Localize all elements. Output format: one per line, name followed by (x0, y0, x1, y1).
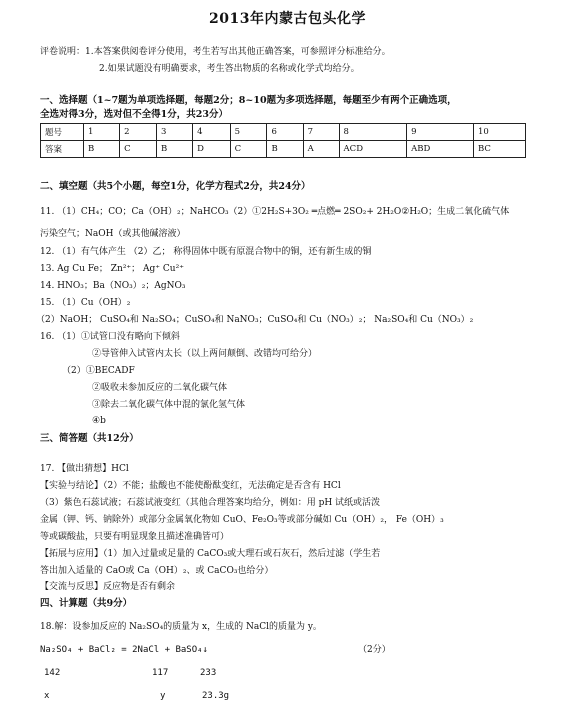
section-1-heading-1: 一、选择题（1~7题为单项选择题，每题2分；8~10题为多项选择题，每题至少有两个正确选项， (40, 95, 457, 106)
question-number: 3 (156, 124, 192, 141)
question-number: 10 (473, 124, 525, 141)
q15-line-2: （2）NaOH； CuSO₄和 Na₂SO₄；CuSO₄和 NaNO₃；CuSO₄和 Cu（NO₃）₂； Na₂SO₄和 Cu（NO₃）₂ (36, 315, 474, 325)
q15-line-1: 15. （1）Cu（OH）₂ (40, 298, 131, 308)
answer-cell: ACD (339, 141, 407, 158)
reaction-equation: Na₂SO₄ + BaCl₂ = 2NaCl + BaSO₄↓ (40, 645, 208, 655)
q14-line: 14. HNO₃；Ba（NO₃）₂；AgNO₃ (40, 281, 186, 291)
q17-line-8: 【交流与反思】反应物是否有剩余 (40, 582, 176, 592)
molar-mass-na2so4: 142 (44, 668, 61, 678)
variable-y: y (160, 691, 166, 701)
answer-cell: C (230, 141, 267, 158)
answer-cell: B (84, 141, 120, 158)
q18-line: 18.解：设参加反应的 Na₂SO₄的质量为 x，生成的 NaCl的质量为 y。 (40, 622, 322, 632)
answer-cell: A (303, 141, 339, 158)
question-number: 4 (193, 124, 231, 141)
molar-mass-nacl: 117 (152, 668, 169, 678)
table-row (41, 141, 526, 158)
q16-line-1: 16. （1）①试管口没有略向下倾斜 (40, 332, 180, 342)
q17-line-4: 金属（钾、钙、钠除外）或部分金属氧化物如 CuO、Fe₂O₃等或部分碱如 Cu（OH）₂， Fe（OH）₃ (40, 515, 444, 525)
answer-cell: BC (473, 141, 525, 158)
answer-cell: D (193, 141, 231, 158)
section-1-heading-2: 全选对得3分，选对但不全得1分，共23分） (40, 109, 228, 120)
q17-line-7: 答出加入适量的 CaO或 Ca（OH）₂、或 CaCO₃也给分） (40, 566, 274, 576)
question-number: 6 (267, 124, 303, 141)
question-number: 1 (84, 124, 120, 141)
answer-cell: B (156, 141, 192, 158)
section-3-heading: 三、简答题（共12分） (40, 433, 139, 444)
grading-note-2: 2.如果试题没有明确要求，考生答出物质的名称或化学式均给分。 (99, 64, 360, 74)
answer-cell: ABD (407, 141, 474, 158)
q11-line-2: 污染空气；NaOH（或其他碱溶液） (40, 229, 186, 239)
q16-line-5: ③除去二氧化碳气体中混的氯化氢气体 (92, 400, 246, 410)
q17-line-2: 【实验与结论】（2）不能；盐酸也不能使酚酞变红，无法确定是否含有 HCl (40, 481, 341, 491)
q11-line-1: 11. （1）CH₄；CO；Ca（OH）₂；NaHCO₃（2）①2H₂S+3O₂ ═点燃═ 2SO₂+ 2H₂O②H₂O；生成二氧化硫气体 (40, 207, 510, 217)
q17-line-5: 等或碳酸盐，只要有明显现象且描述准确皆可） (40, 532, 230, 542)
answer-cell: B (267, 141, 303, 158)
table-header-cell: 题号 (41, 124, 84, 141)
question-number: 5 (230, 124, 267, 141)
answer-cell: C (120, 141, 157, 158)
question-number: 9 (407, 124, 474, 141)
table-row (41, 124, 526, 141)
mass-baso4: 23.3g (202, 691, 230, 701)
q16-line-2: ②导管伸入试管内太长（以上两问颠倒、改错均可给分） (92, 349, 318, 359)
question-number: 8 (339, 124, 407, 141)
section-2-heading: 二、填空题（共5个小题，每空1分，化学方程式2分，共24分） (40, 181, 311, 192)
q17-line-3: （3）紫色石蕊试液；石蕊试液变红（其他合理答案均给分，例如：用 pH 试纸或活泼 (40, 498, 381, 508)
grading-note-1: 评卷说明：1.本答案供阅卷评分使用，考生若写出其他正确答案，可参照评分标准给分。 (40, 47, 391, 57)
question-number: 2 (120, 124, 157, 141)
q16-line-3: （2）①BECADF (62, 366, 135, 376)
section-4-heading: 四、计算题（共9分） (40, 598, 133, 609)
question-number: 7 (303, 124, 339, 141)
variable-x: x (44, 691, 50, 701)
answer-table (40, 123, 526, 158)
molar-mass-baso4: 233 (200, 668, 217, 678)
q16-line-4: ②吸收未参加反应的二氧化碳气体 (92, 383, 228, 393)
q17-line-6: 【拓展与应用】（1）加入过量或足量的 CaCO₃或大理石或石灰石，然后过滤（学生若 (40, 549, 381, 559)
q13-line: 13. Ag Cu Fe； Zn²⁺； Ag⁺ Cu²⁺ (40, 264, 184, 274)
table-header-cell: 答案 (41, 141, 84, 158)
q17-line-1: 17. 【做出猜想】HCl (40, 464, 129, 474)
q16-line-6: ④b (92, 416, 106, 426)
equation-score: （2分） (358, 645, 391, 655)
q12-line: 12. （1）有气体产生 （2）乙； 称得固体中既有原混合物中的铜，还有新生成的铜 (40, 247, 372, 257)
page-title: 2013年内蒙古包头化学 (209, 11, 366, 27)
